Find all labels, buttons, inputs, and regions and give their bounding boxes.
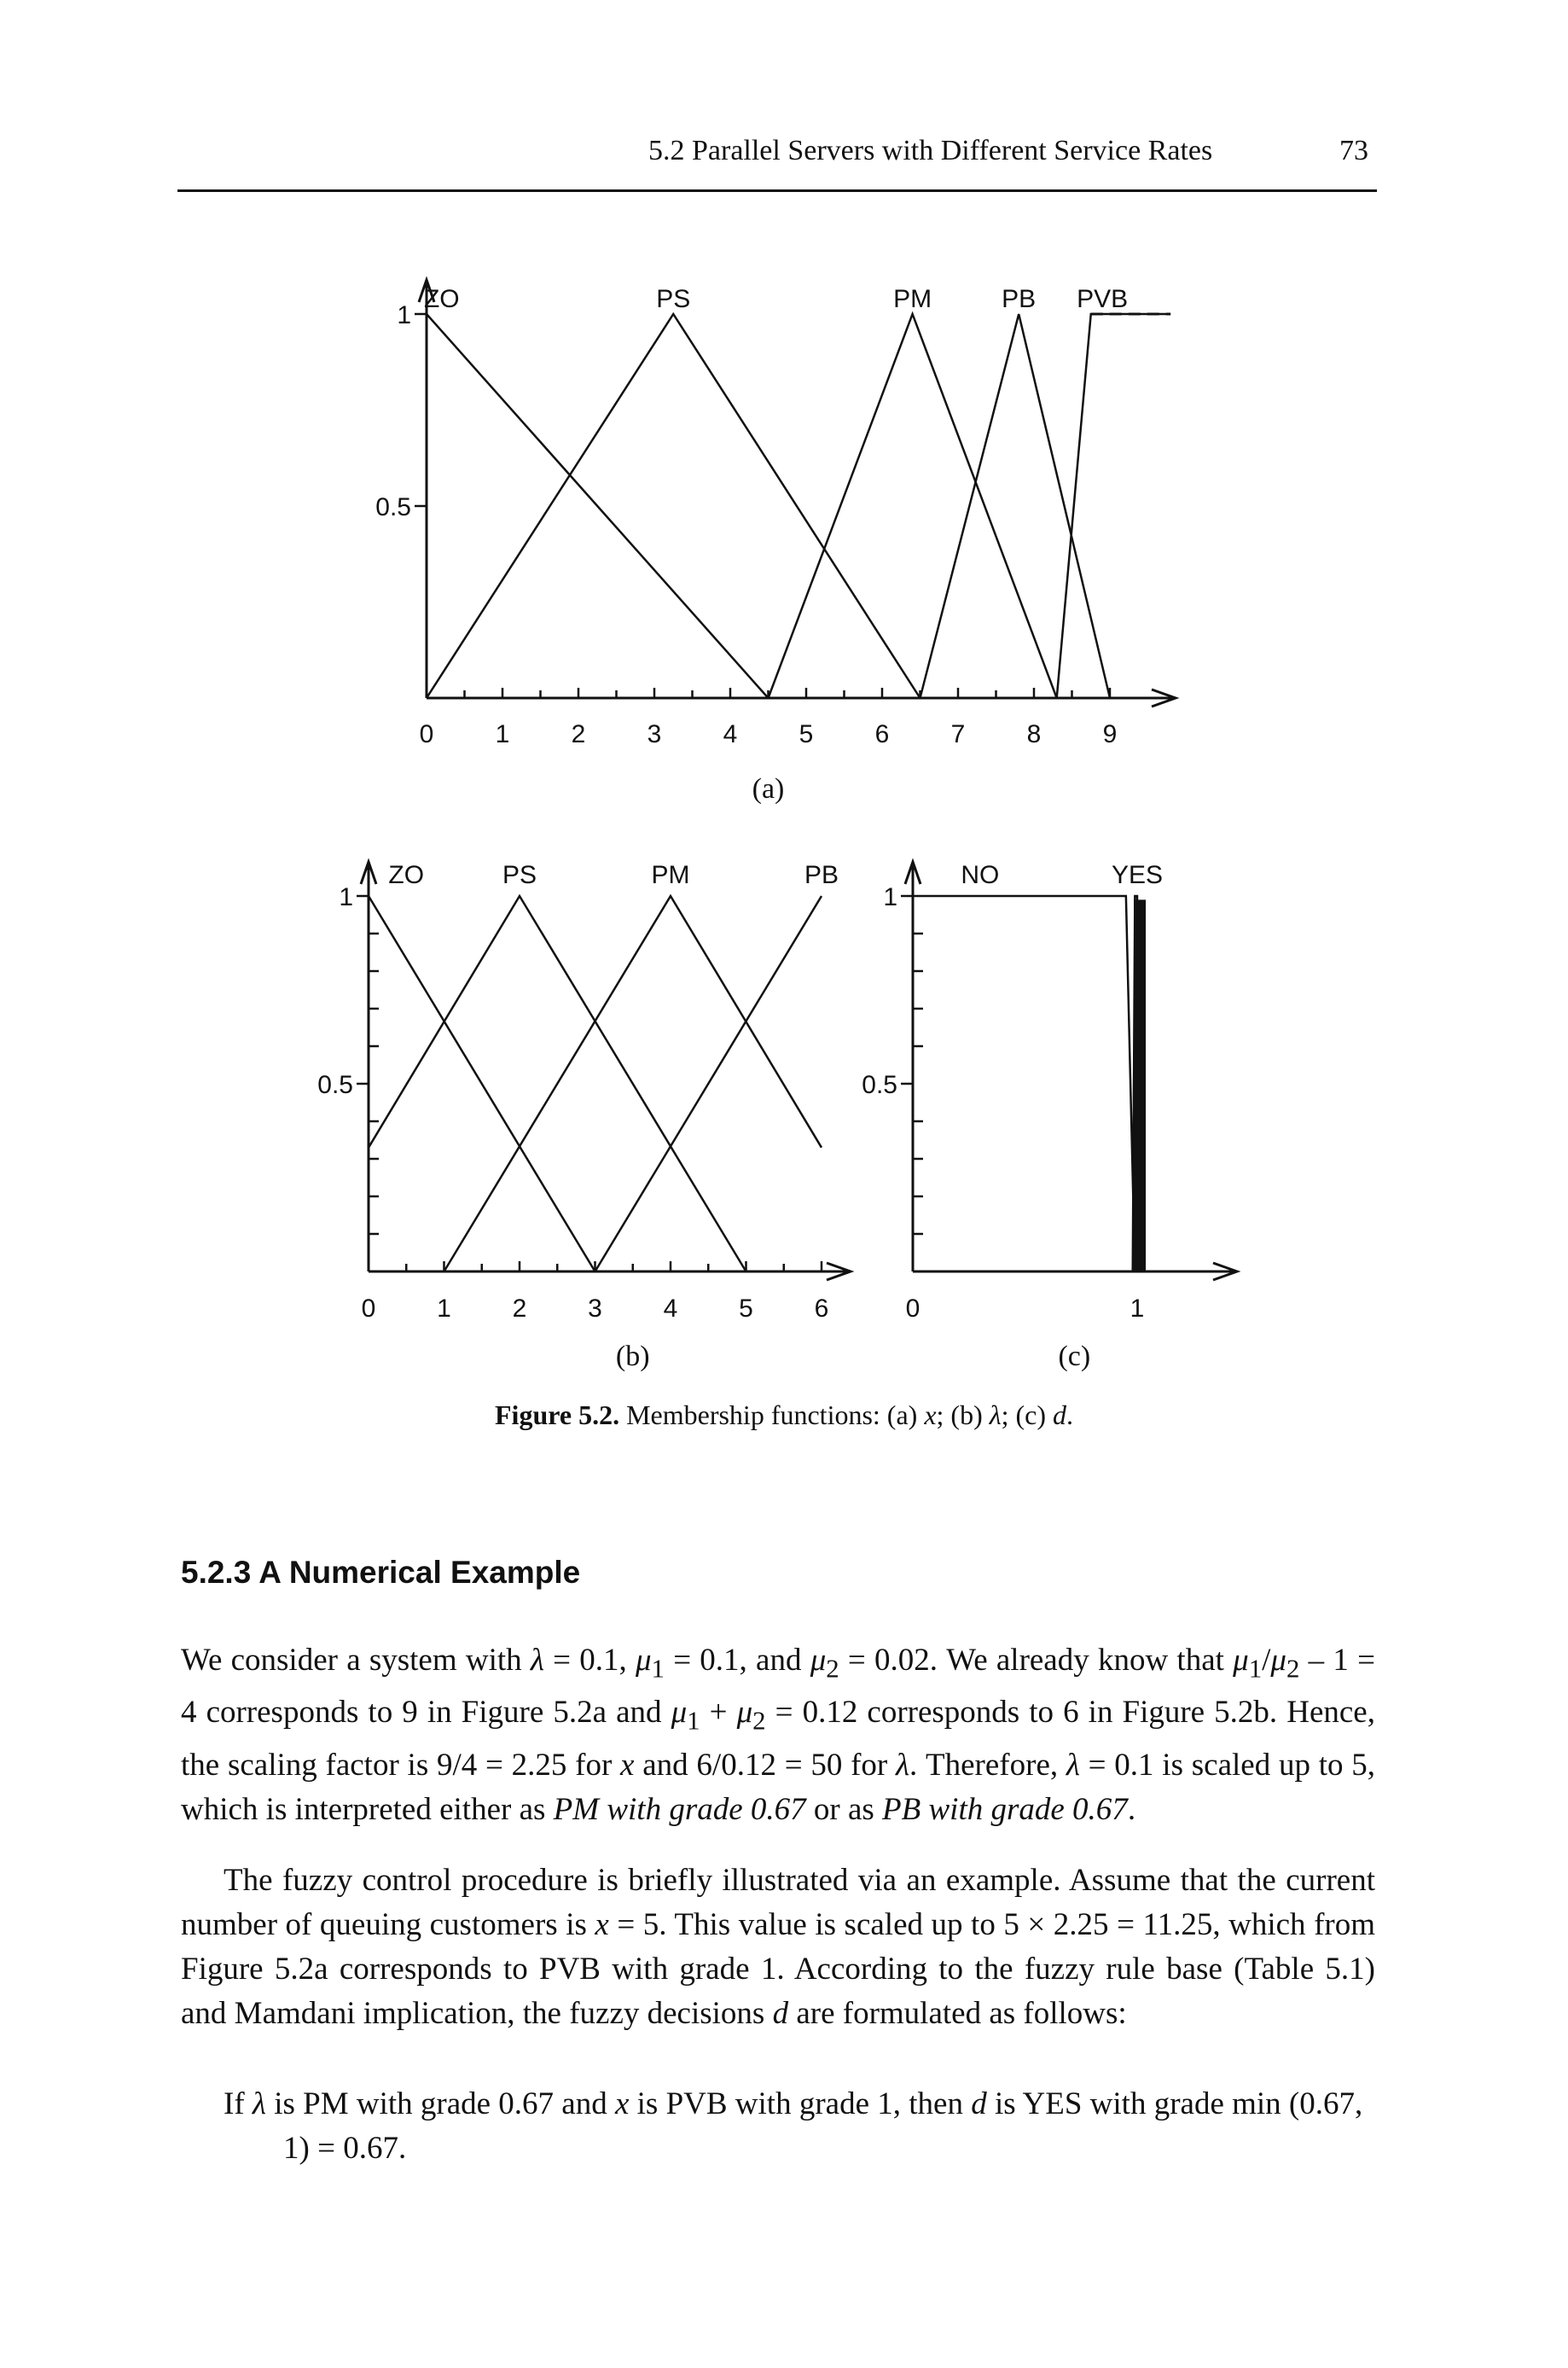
x-tick-label: 0 — [905, 1295, 920, 1323]
series-line-pb — [920, 314, 1111, 698]
p1-text: = 0.12 corresponds to 6 in Figure 5.2b. Hence, the scaling factor is 9/4 = 2.25 for — [181, 1695, 1375, 1783]
x-tick-label: 0 — [419, 720, 434, 748]
y-tick-label: 0.5 — [317, 1071, 353, 1099]
caption-text-end: . — [1066, 1399, 1073, 1430]
panel-label: (c) — [1058, 1341, 1091, 1372]
caption-text-b: ; (b) — [936, 1399, 990, 1430]
series-label-pvb: PVB — [1077, 285, 1129, 313]
series-line-pm — [769, 314, 1057, 698]
series-line-ps — [427, 314, 920, 698]
panel-c — [862, 861, 1237, 1372]
p1-sub: 1 — [651, 1654, 665, 1684]
series-label-ps: PS — [656, 285, 691, 313]
p1-mu: μ — [810, 1643, 827, 1678]
p2-text: = 5. This value is scaled up to 5 × 2.25 = 11.25, which from Figure 5.2a corresponds to PVB with grade 1. According to the fuzzy rule base (Table 5.1) and Mamdani implication, the fuzzy decisions — [181, 1907, 1376, 2031]
caption-var-c: d — [1052, 1399, 1066, 1430]
p1-text: = 0.02. We already know that — [839, 1643, 1234, 1678]
caption-var-b: λ — [989, 1399, 1002, 1430]
x-tick-label: 4 — [723, 720, 738, 748]
p1-text: or as — [805, 1791, 883, 1827]
p1-text: and 6/0.12 = 50 for — [634, 1747, 896, 1783]
section-heading: 5.2.3 A Numerical Example — [181, 1555, 581, 1590]
x-tick-label: 6 — [874, 720, 890, 748]
x-tick-label: 8 — [1026, 720, 1042, 748]
paragraph-1 — [181, 1638, 1375, 1832]
p2-d: d — [772, 1996, 789, 2031]
p1-sub: 1 — [687, 1706, 700, 1736]
caption-label: Figure 5.2. — [495, 1399, 620, 1430]
y-tick-label: 0.5 — [375, 493, 411, 521]
series-line-pb — [595, 896, 822, 1271]
p1-mu: μ — [1270, 1643, 1286, 1678]
running-head: 5.2 Parallel Servers with Different Service Rates — [648, 135, 1213, 166]
rule-text: is YES with grade min (0.67, 1) = 0.67. — [283, 2086, 1363, 2166]
x-tick-label: 1 — [437, 1295, 451, 1323]
p2-text: The fuzzy control procedure is briefly illustrated via an example. Assume that the current number of queuing customers is — [181, 1863, 1375, 1942]
y-tick-label: 0.5 — [862, 1071, 897, 1099]
x-tick-label: 2 — [512, 1295, 527, 1323]
p1-text: . Therefore, — [909, 1747, 1066, 1783]
p1-mu: μ — [1233, 1643, 1249, 1678]
panel-label: (a) — [752, 773, 785, 805]
p1-mu: μ — [736, 1695, 753, 1731]
series-label-pb: PB — [1002, 285, 1037, 313]
p1-text: = 0.1, and — [664, 1643, 810, 1678]
p1-mu: μ — [671, 1695, 688, 1731]
p1-lambda: λ — [530, 1643, 544, 1678]
p1-lambda: λ — [896, 1747, 910, 1783]
panel-b — [317, 861, 851, 1372]
p1-text: We consider a system with — [181, 1643, 531, 1678]
x-tick-label: 5 — [799, 720, 814, 748]
rule-text: is PM with grade 0.67 and — [265, 2086, 615, 2121]
x-tick-label: 9 — [1102, 720, 1118, 748]
series-line-zo — [369, 896, 595, 1271]
p1-x: x — [620, 1747, 635, 1783]
rule-text: is PVB with grade 1, then — [629, 2086, 972, 2121]
series-line-pvb — [1057, 314, 1167, 698]
y-tick-label: 1 — [883, 883, 897, 911]
page-number: 73 — [1339, 135, 1368, 166]
rule-d: d — [971, 2086, 987, 2121]
series-label-pb: PB — [804, 861, 839, 889]
p1-sub: 1 — [1248, 1654, 1263, 1684]
panel-a — [375, 280, 1176, 805]
rule-text: If — [224, 2086, 253, 2121]
x-tick-label: 4 — [663, 1295, 678, 1323]
p1-sub: 2 — [1286, 1654, 1300, 1684]
p1-mu: μ — [635, 1643, 652, 1678]
series-label-ps: PS — [502, 861, 537, 889]
p2-text: are formulated as follows: — [788, 1996, 1127, 2031]
p1-lambda: λ — [1066, 1747, 1080, 1783]
p1-pb-grade: PB with grade 0.67 — [882, 1791, 1128, 1827]
p1-text: – 1 = 4 corresponds to 9 in Figure 5.2a and — [181, 1643, 1375, 1731]
figure-caption — [0, 1399, 1568, 1431]
x-tick-label: 1 — [495, 720, 510, 748]
x-tick-label: 2 — [571, 720, 586, 748]
series-bar-yes — [1134, 899, 1146, 1271]
series-label-pm: PM — [893, 285, 932, 313]
p2-x: x — [595, 1907, 609, 1942]
x-tick-label: 6 — [814, 1295, 829, 1323]
x-tick-label: 0 — [361, 1295, 376, 1323]
p1-sub: 2 — [826, 1654, 839, 1684]
p1-text: = 0.1, — [543, 1643, 636, 1678]
fuzzy-rule — [224, 2082, 1375, 2171]
p1-sub: 2 — [752, 1706, 766, 1736]
series-line-zo — [427, 314, 769, 698]
p1-text: + — [700, 1695, 737, 1731]
series-label-pm: PM — [651, 861, 690, 889]
caption-var-a: x — [924, 1399, 937, 1430]
y-tick-label: 1 — [397, 301, 411, 329]
rule-x: x — [614, 2086, 630, 2121]
x-tick-label: 5 — [739, 1295, 753, 1323]
series-line-no — [913, 896, 1135, 1271]
x-tick-label: 3 — [588, 1295, 602, 1323]
y-tick-label: 1 — [339, 883, 353, 911]
caption-text-a: Membership functions: (a) — [619, 1399, 925, 1430]
caption-text-c: ; (c) — [1001, 1399, 1053, 1430]
series-label-zo: ZO — [388, 861, 425, 889]
p1-text: = 0.1 is scaled up to 5, which is interpreted either as — [181, 1747, 1375, 1827]
series-label-no: NO — [961, 861, 1000, 889]
panel-label: (b) — [615, 1341, 650, 1372]
series-label-zo: ZO — [423, 285, 460, 313]
x-tick-label: 3 — [647, 720, 662, 748]
rule-lambda: λ — [252, 2086, 266, 2121]
p1-text: / — [1262, 1643, 1271, 1678]
paragraph-2 — [181, 1859, 1375, 2036]
p1-text: . — [1127, 1791, 1136, 1827]
x-tick-label: 7 — [950, 720, 966, 748]
x-tick-label: 1 — [1130, 1295, 1145, 1323]
p1-pm-grade: PM with grade 0.67 — [553, 1791, 806, 1827]
series-label-yes: YES — [1111, 861, 1164, 889]
